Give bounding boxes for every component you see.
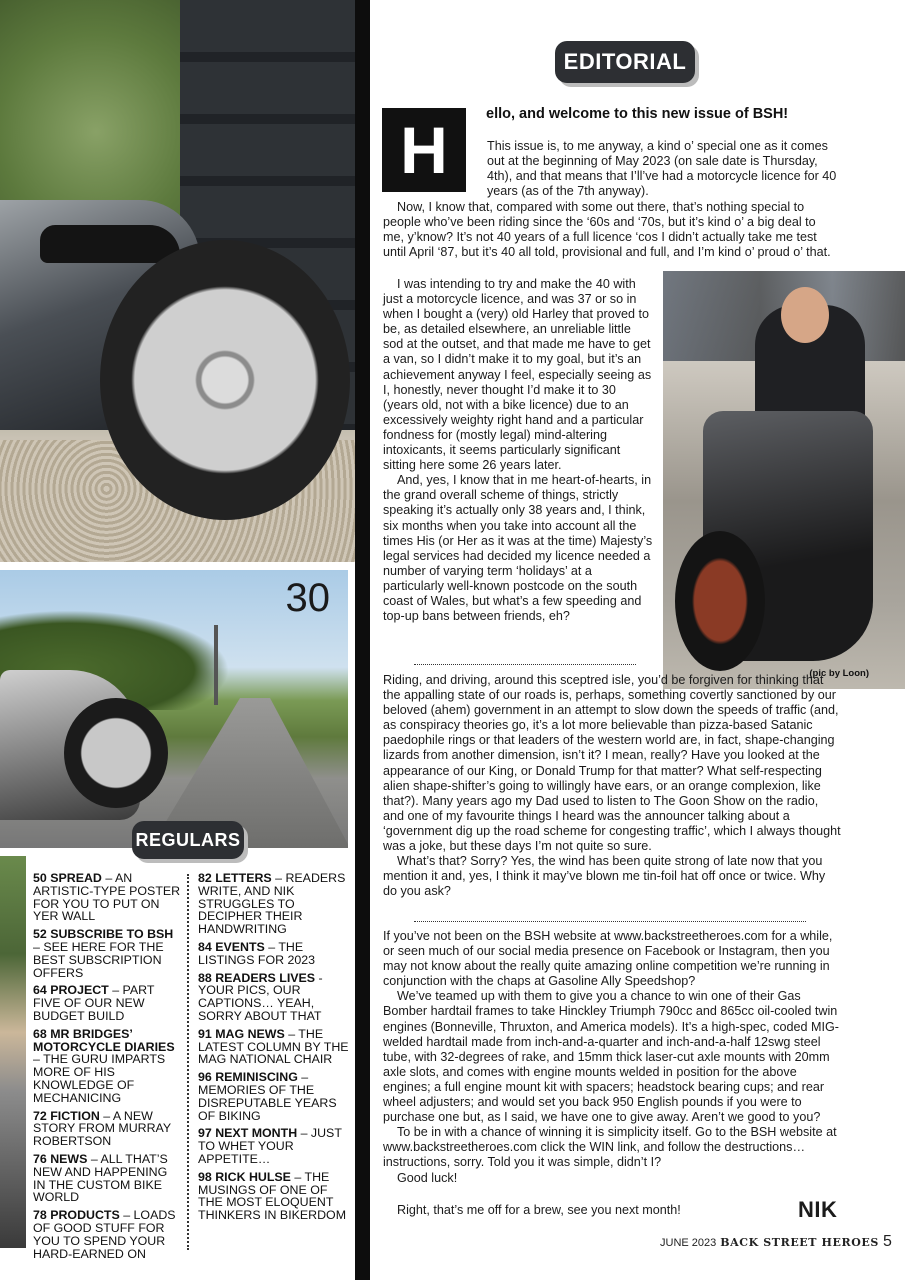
editor-head [781,287,829,343]
intro-paragraph [487,139,837,199]
regulars-item [198,1171,353,1222]
magazine-name: BACK STREET HEROES [720,1236,879,1249]
regulars-item-desc: – THE MUSINGS OF ONE OF THE MOST ELOQUENT THINKERS IN BIKERDOM [198,1169,347,1223]
regulars-item-desc: – MEMORIES OF THE DISREPUTABLE YEARS OF BIKING [198,1070,337,1123]
dotted-separator [414,664,636,665]
regulars-item-title: 88 READERS LIVES [198,970,316,985]
issue-date: JUNE 2023 [660,1237,717,1249]
regulars-item-desc: – JUST TO WHET YOUR APPETITE… [198,1126,342,1166]
regulars-item [198,1071,353,1122]
body-block-4 [383,929,843,1186]
regulars-item [33,1028,183,1105]
regulars-item-desc: – PART FIVE OF OUR NEW BUDGET BUILD [33,983,155,1023]
regulars-item-title: 76 NEWS [33,1151,88,1166]
regulars-item [33,984,183,1022]
regulars-list-left [33,872,183,1265]
editor-signature: NIK [798,1197,838,1222]
paragraph: What’s that? Sorry? Yes, the wind has been quite strong of late now that you mention it and, yes, I think it may’ve blown me tin-foil hat off once or twice. Why do you ask? [383,854,826,899]
regulars-item-title: 64 PROJECT [33,983,109,998]
photo-strip [0,856,26,1248]
paragraph: Now, I know that, compared with some out there, that’s nothing special to people who’ve been riding since the ‘60s and ‘70s, but it’s kind o’ a big deal to me, y’know? It’s not 40 years of a full licence ‘cos I didn’t actually take me test until April ‘87, but it’s 40 all told, provisional and full, and I’m kind o’ proud o’ that. [383,200,831,260]
regulars-item [198,941,353,967]
paragraph: We’ve teamed up with them to give you a chance to win one of their Gas Bomber hardtail frames to take Hinckley Triumph 790cc and 865cc oil-cooled twin engines (Bonneville, Thruxton, and America models). It’s a high-spec, coded MIG-welded hardtail made from inch-and-a-quarter and inch-and-a-half 12swg steel tube, with 32-degrees of rake, and 15mm thick laser-cut axle mounts with 20mm axle slots, and comes with engine mounts welded in position for the above engines; a full engine mount kit with spacers; headstock bearing cups; and rear wheel adjusters; and would set you back 950 English pounds if you were to purchase one but, as I said, we have one to give away. Aren’t we good to you? [383,989,839,1125]
regulars-item-desc: – ALL THAT’S NEW AND HAPPENING IN THE CUSTOM BIKE WORLD [33,1151,168,1205]
regulars-item-desc: – A NEW STORY FROM MURRAY ROBERTSON [33,1108,171,1149]
regulars-item-title: 97 NEXT MONTH [198,1126,298,1141]
editorial-headline: ello, and welcome to this new issue of BSH! [486,106,789,122]
regulars-item-desc: – LOADS OF GOOD STUFF FOR YOU TO SPEND YOUR HARD-EARNED ON [33,1208,176,1261]
body-block-2 [383,277,653,624]
editorial-badge: EDITORIAL [555,41,695,83]
page-reference-number: 30 [285,576,330,620]
regulars-item-desc: – SEE HERE FOR THE BEST SUBSCRIPTION OFFERS [33,939,164,980]
sign-off-line: Right, that’s me off for a brew, see you next month! [397,1203,681,1217]
paragraph: To be in with a chance of winning it is simplicity itself. Go to the BSH website at www.backstreetheroes.com click the WIN link, and follow the destructions… instructions, sorry. Told you it was simple, didn’t I? [383,1125,837,1170]
regulars-item-title: 50 SPREAD [33,871,102,885]
paragraph: And, yes, I know that in me heart-of-hearts, in the grand overall scheme of things, strictly speaking it’s actually only 38 years and, I think, six months when you take into account all the times His (or Her as it was at the time) Majesty’s legal services had decided my licence needed a number of varying term ‘holidays’ at a particularly well-known postcode on the south coast of Wales, but what’s a few speeding and top-up bans between friends, eh? [383,473,653,624]
regulars-item-title: 84 EVENTS [198,939,265,954]
motorcycle-rear-wheel-photo [0,0,355,562]
regulars-item-title: 52 SUBSCRIBE TO BSH [33,927,174,942]
regulars-item [33,1110,183,1148]
regulars-item-title: 98 RICK HULSE [198,1169,291,1184]
body-block-1 [383,200,839,260]
regulars-item [33,1153,183,1204]
regulars-item-title: 82 LETTERS [198,871,272,885]
regulars-item-desc: – AN ARTISTIC-TYPE POSTER FOR YOU TO PUT ON YER WALL [33,871,181,924]
page-footer [660,1233,892,1251]
regulars-item [33,928,183,979]
paragraph: I was intending to try and make the 40 with just a motorcycle licence, and was 37 or so in when I bought a (very) old Harley that proved to be, as detailed elsewhere, an unreliable little sod at the outset, and that made me have to get a van, so I didn’t make it to my goal, but it’s an achievement anyway I feel, especially seeing as I, honestly, never thought I’d make it to 30 (years old, not with a bike licence) due to an excessively weighty right hand and a particular fondness for (mostly legal) mind-altering intoxicants, it seems particularly significant sitting here some 26 years later. [383,277,652,473]
red-front-wheel [675,531,765,671]
regulars-list-right [198,872,353,1227]
regulars-badge: REGULARS [132,821,244,859]
regulars-item [33,872,183,923]
regulars-item-title: 78 PRODUCTS [33,1208,120,1223]
regulars-item-title: 72 FICTION [33,1108,100,1123]
paragraph: If you’ve not been on the BSH website at www.backstreetheroes.com for a while, or seen much of our social media presence on Facebook or Instagram, then you may not know about the really quite amazing online competition we’re running in conjunction with the chaps at Gasoline Ally Speedshop? [383,929,833,989]
bike-seat [40,225,180,263]
page-spine [355,0,370,1280]
regulars-item-title: 96 REMINISCING [198,1070,298,1085]
regulars-item-desc: – THE LISTINGS FOR 2023 [198,939,316,967]
regulars-item-title: 91 MAG NEWS [198,1026,285,1041]
regulars-item-desc: - YOUR PICS, OUR CAPTIONS… YEAH, SORRY ABOUT THAT [198,970,323,1023]
dotted-separator [414,921,806,922]
regulars-item [198,972,353,1023]
regulars-item [198,1127,353,1165]
paragraph: Riding, and driving, around this sceptred isle, you’d be forgiven for thinking that the appalling state of our roads is, perhaps, something covertly sanctioned by our beloved (ahem) government in an attempt to slow down the speeds of traffic (and, as conspiracy theories go, it’s a lot more believable than pizza-based Satanic paedophile rings or that leaders of the western world are, in fact, shape-changing lizards from another dimension, isn’t it? I mean, really? Have you looked at the appearance of our King, or Donald Trump for that matter? What self-respecting alien shape-shifter’s going to willingly have ears, or an orange complexion, like that?). Many years ago my Dad used to listen to The Goon Show on the radio, and one of my favourite things I heard was the announcer talking about a ‘government dig up the road scheme for congesting traffic’, which I always thought was a joke, but these days I’m not quite so sure. [383,673,841,854]
drop-cap: H [382,108,466,192]
front-wheel [64,698,168,808]
photo-credit: (pic by Loon) [809,668,869,679]
regulars-item-desc: – READERS WRITE, AND NIK STRUGGLES TO DECIPHER THEIR HANDWRITING [198,871,346,937]
regulars-item-desc: – THE GURU IMPARTS MORE OF HIS KNOWLEDGE OF MECHANICING [33,1052,166,1105]
paragraph: Good luck! [397,1170,458,1185]
paragraph: This issue is, to me anyway, a kind o’ special one as it comes out at the beginning of May 2023 (on sale date is Thursday, 4th), and that means that I’ll’ve had a motorcycle licence for 40 years (as of the 7th anyway). [487,139,837,199]
telegraph-pole [214,625,218,705]
page-number: 5 [882,1233,892,1250]
rear-tyre [100,240,350,520]
body-block-3 [383,673,841,899]
regulars-item [198,1028,353,1066]
regulars-divider [187,874,189,1250]
regulars-item-title: 68 MR BRIDGES’ MOTORCYCLE DIARIES [33,1026,175,1054]
motorcycle-road-photo [0,570,348,848]
editor-portrait-photo [663,271,905,689]
regulars-item [33,1209,183,1260]
regulars-item [198,872,353,936]
regulars-item-desc: – THE LATEST COLUMN BY THE MAG NATIONAL CHAIR [198,1026,349,1067]
